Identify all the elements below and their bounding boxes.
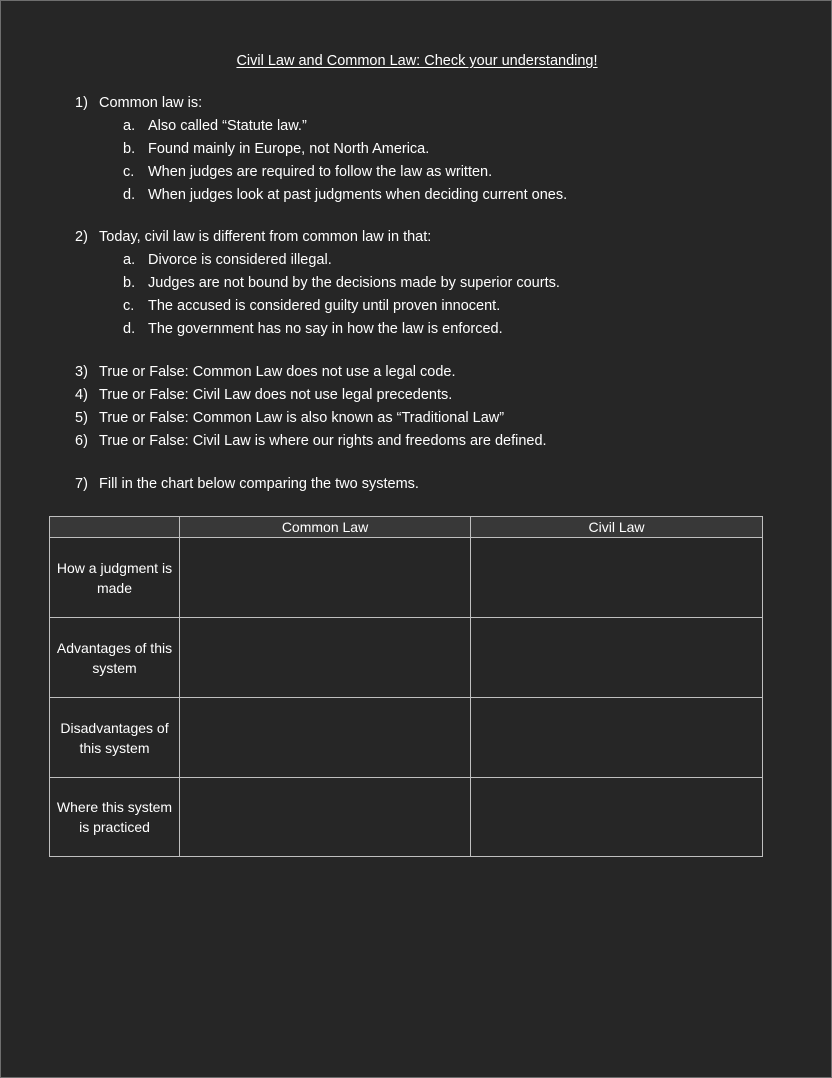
question-1-option-b: b. Found mainly in Europe, not North America.	[123, 141, 430, 157]
civil-law-cell[interactable]	[471, 538, 763, 618]
table-row	[50, 538, 763, 618]
question-2	[75, 227, 431, 247]
question-2-option-b: b. Judges are not bound by the decisions made by superior courts.	[123, 275, 560, 291]
question-4: 4) True or False: Civil Law does not use legal precedents.	[75, 387, 453, 403]
row-label-advantages: Advantages of this system	[50, 618, 180, 698]
table-row	[50, 618, 763, 698]
table-row	[50, 698, 763, 778]
question-number: 1)	[75, 95, 88, 111]
question-1-option-c: c. When judges are required to follow the law as written.	[123, 164, 493, 180]
question-2-option-a: a. Divorce is considered illegal.	[123, 252, 332, 268]
question-number: 2)	[75, 229, 88, 245]
question-1-option-a: a. Also called “Statute law.”	[123, 118, 307, 134]
common-law-cell[interactable]	[180, 698, 471, 778]
question-text: Today, civil law is different from common law in that:	[99, 229, 432, 245]
table-header-common-law: Common Law	[180, 517, 471, 538]
common-law-cell[interactable]	[180, 538, 471, 618]
table-header-row	[50, 517, 763, 538]
question-2-option-c: c. The accused is considered guilty until proven innocent.	[123, 298, 501, 314]
common-law-cell[interactable]	[180, 618, 471, 698]
table-header-civil-law: Civil Law	[471, 517, 763, 538]
row-label-disadvantages: Disadvantages of this system	[50, 698, 180, 778]
question-6: 6) True or False: Civil Law is where our rights and freedoms are defined.	[75, 433, 547, 449]
document-title: Civil Law and Common Law: Check your understanding!	[236, 53, 598, 69]
table-row	[50, 778, 763, 857]
question-5: 5) True or False: Common Law is also known as “Traditional Law”	[75, 410, 505, 426]
row-label-judgment: How a judgment is made	[50, 538, 180, 618]
common-law-cell[interactable]	[180, 778, 471, 857]
question-1-option-d: d. When judges look at past judgments when deciding current ones.	[123, 187, 568, 203]
question-1	[75, 93, 202, 113]
question-7: 7) Fill in the chart below comparing the two systems.	[75, 476, 419, 492]
civil-law-cell[interactable]	[471, 778, 763, 857]
comparison-table	[49, 516, 763, 857]
question-2-option-d: d. The government has no say in how the law is enforced.	[123, 321, 503, 337]
question-3: 3) True or False: Common Law does not use a legal code.	[75, 364, 456, 380]
civil-law-cell[interactable]	[471, 618, 763, 698]
question-text: Common law is:	[99, 95, 203, 111]
civil-law-cell[interactable]	[471, 698, 763, 778]
row-label-where-practiced: Where this system is practiced	[50, 778, 180, 857]
table-header-blank	[50, 517, 180, 538]
